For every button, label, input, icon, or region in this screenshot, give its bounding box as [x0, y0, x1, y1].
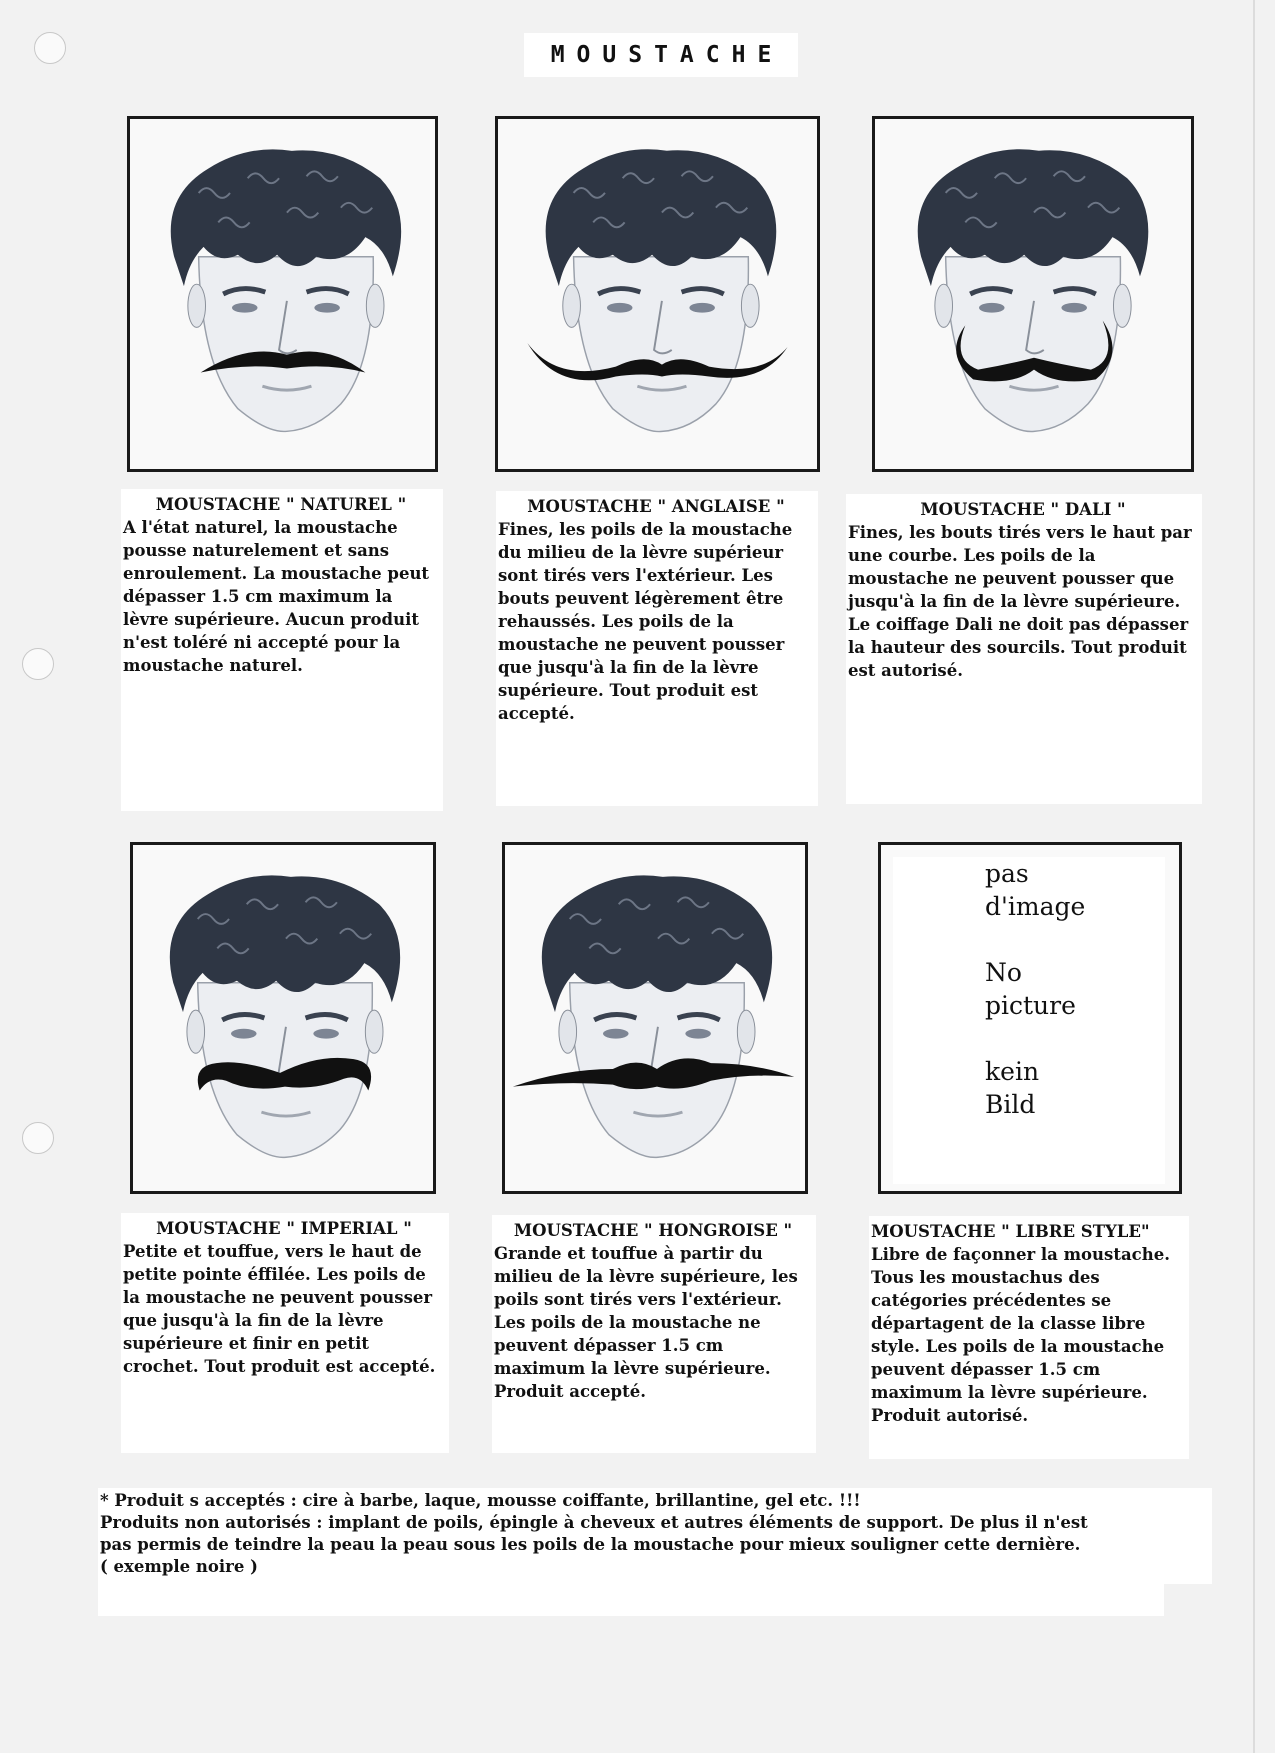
- footer-notes: [98, 1488, 1212, 1584]
- description-dali: [846, 494, 1202, 804]
- style-title-hongroise: MOUSTACHE " HONGROISE ": [513, 1221, 793, 1240]
- no-picture-de-1: kein: [985, 1057, 1040, 1086]
- page-edge: [1253, 0, 1255, 1753]
- no-picture-notice: [893, 857, 1165, 1184]
- style-title-naturel: MOUSTACHE " NATUREL ": [155, 495, 407, 514]
- style-title-libre-style: MOUSTACHE " LIBRE STYLE": [871, 1222, 1150, 1241]
- photo-imperial: [130, 842, 436, 1194]
- page-title: MOUSTACHE: [550, 42, 784, 68]
- punch-hole-middle: [22, 648, 54, 680]
- style-text-hongroise: Grande et touffue à partir du milieu de la lèvre supérieure, les poils sont tirés vers l'extérieur. Les poils de la moustache ne peuvent dépasser 1.5 cm maximum la lèvre supérieure. Produit accepté.: [494, 1244, 798, 1401]
- style-text-anglaise: Fines, les poils de la moustache du milieu de la lèvre supérieur sont tirés vers l'extérieur. Les bouts peuvent légèrement être rehaussés. Les poils de la moustache ne peuvent pousser que jusqu'à la fin de la lèvre supérieure. Tout produit est accepté.: [498, 520, 793, 723]
- style-text-libre-style: Libre de façonner la moustache. Tous les moustachus des catégories précédentes se départagent de la classe libre style. Les poils de la moustache peuvent dépasser 1.5 cm maximum la lèvre supérieure. Produit autorisé.: [871, 1245, 1170, 1425]
- style-text-naturel: A l'état naturel, la moustache pousse naturelement et sans enroulement. La moustache peut dépasser 1.5 cm maximum la lèvre supérieure. Aucun produit n'est toléré ni accepté pour la moustache naturel.: [123, 518, 430, 675]
- no-picture-fr-1: pas: [985, 859, 1029, 888]
- style-text-imperial: Petite et touffue, vers le haut de petite pointe éffilée. Les poils de la moustache ne peuvent pousser que jusqu'à la fin de la lèvre supérieure et finir en petit crochet. Tout produit est accepté.: [123, 1242, 436, 1376]
- footer-forbidden-products-1: Produits non autorisés : implant de poils, épingle à cheveux et autres éléments de support. De plus il n'est: [100, 1513, 1088, 1532]
- style-title-imperial: MOUSTACHE " IMPERIAL ": [156, 1219, 412, 1238]
- no-picture-de-2: Bild: [985, 1090, 1036, 1119]
- description-anglaise: [496, 491, 818, 806]
- punch-hole-bottom: [22, 1122, 54, 1154]
- punch-hole-top: [34, 32, 66, 64]
- page-title-box: [524, 33, 798, 77]
- face-naturel-image: [130, 119, 435, 469]
- photo-dali: [872, 116, 1194, 472]
- face-hongroise-image: [505, 845, 805, 1191]
- no-picture-fr-2: d'image: [985, 892, 1086, 921]
- footer-forbidden-products-2: pas permis de teindre la peau la peau sous les poils de la moustache pour mieux souligner cette dernière.: [100, 1535, 1081, 1554]
- no-picture-en-1: No: [985, 958, 1022, 987]
- description-imperial: [121, 1213, 449, 1453]
- photo-hongroise: [502, 842, 808, 1194]
- style-title-anglaise: MOUSTACHE " ANGLAISE ": [527, 497, 785, 516]
- description-hongroise: [492, 1215, 816, 1453]
- description-naturel: [121, 489, 443, 811]
- photo-anglaise: [495, 116, 820, 472]
- style-title-dali: MOUSTACHE " DALI ": [920, 500, 1126, 519]
- footer-example: ( exemple noire ): [100, 1557, 258, 1576]
- face-dali-image: [875, 119, 1191, 469]
- description-libre-style: [869, 1216, 1189, 1459]
- footer-box-extension: [98, 1584, 1164, 1616]
- footer-accepted-products: * Produit s acceptés : cire à barbe, laque, mousse coiffante, brillantine, gel etc. !!!: [100, 1491, 861, 1510]
- face-anglaise-image: [498, 119, 817, 469]
- photo-naturel: [127, 116, 438, 472]
- style-text-dali: Fines, les bouts tirés vers le haut par une courbe. Les poils de la moustache ne peuvent pousser que jusqu'à la fin de la lèvre supérieure. Le coiffage Dali ne doit pas dépasser la hauteur des sourcils. Tout produit est autorisé.: [848, 523, 1192, 680]
- no-picture-en-2: picture: [985, 991, 1076, 1020]
- face-imperial-image: [133, 845, 433, 1191]
